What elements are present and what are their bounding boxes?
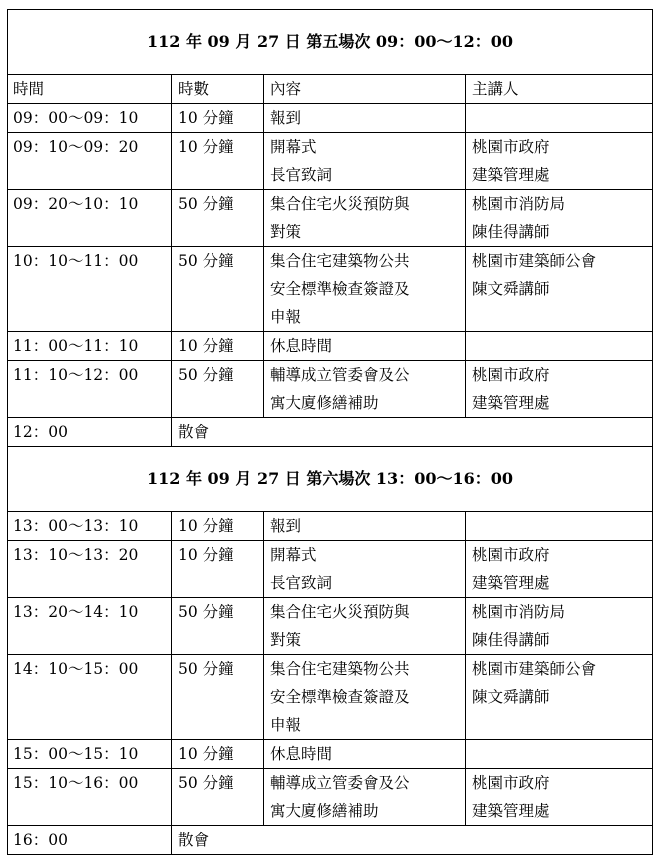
table-row: [8, 740, 653, 769]
speaker-line: 桃園市建築師公會: [472, 252, 597, 270]
content-line: 安全標準檢查簽證及: [270, 280, 410, 298]
speaker-line: 建築管理處: [472, 166, 550, 184]
duration-cell: 10 分鐘: [172, 512, 264, 541]
content-line: 輔導成立管委會及公: [270, 366, 410, 384]
closing-time-cell: 12：00: [8, 418, 172, 447]
speaker-cell: [466, 655, 653, 740]
table-row: [8, 247, 653, 332]
speaker-cell: [466, 769, 653, 826]
table-row: [8, 769, 653, 826]
content-cell: [264, 655, 466, 740]
speaker-cell: [466, 512, 653, 541]
content-cell: [264, 247, 466, 332]
speaker-line: 建築管理處: [472, 802, 550, 820]
content-cell: [264, 740, 466, 769]
content-line: 安全標準檢查簽證及: [270, 688, 410, 706]
speaker-line: 桃園市消防局: [472, 603, 566, 621]
speaker-line: 桃園市政府: [472, 366, 550, 384]
speaker-line: 桃園市消防局: [472, 195, 566, 213]
content-cell: [264, 332, 466, 361]
content-line: 集合住宅火災預防與: [270, 603, 410, 621]
content-line: 報到: [270, 109, 302, 127]
speaker-line: 陳佳得講師: [472, 223, 550, 241]
closing-time-cell: 16：00: [8, 826, 172, 855]
table-header-row: [8, 75, 653, 104]
time-cell: 14：10～15：00: [8, 655, 172, 740]
content-cell: [264, 541, 466, 598]
table-row: [8, 133, 653, 190]
content-line: 寓大廈修繕補助: [270, 394, 379, 412]
speaker-line: 陳佳得講師: [472, 631, 550, 649]
header-duration: 時數: [172, 75, 264, 104]
duration-cell: 50 分鐘: [172, 361, 264, 418]
speaker-line: 陳文舜講師: [472, 280, 550, 298]
time-cell: 09：20～10：10: [8, 190, 172, 247]
duration-cell: 50 分鐘: [172, 190, 264, 247]
closing-label-cell: 散會: [172, 826, 653, 855]
duration-cell: 50 分鐘: [172, 247, 264, 332]
speaker-cell: [466, 104, 653, 133]
content-line: 報到: [270, 517, 302, 535]
table-row: [8, 512, 653, 541]
table-row: [8, 361, 653, 418]
table-row: [8, 598, 653, 655]
header-speaker: 主講人: [466, 75, 653, 104]
speaker-cell: [466, 598, 653, 655]
session-title-row: [8, 447, 653, 512]
speaker-cell: [466, 247, 653, 332]
duration-cell: 50 分鐘: [172, 769, 264, 826]
duration-cell: 10 分鐘: [172, 332, 264, 361]
content-line: 申報: [270, 716, 302, 734]
content-cell: [264, 190, 466, 247]
content-cell: [264, 598, 466, 655]
schedule-table-body: [8, 10, 653, 855]
session-title-row: [8, 10, 653, 75]
content-line: 開幕式: [270, 138, 317, 156]
time-cell: 13：00～13：10: [8, 512, 172, 541]
content-line: 長官致詞: [270, 574, 333, 592]
speaker-cell: [466, 190, 653, 247]
duration-cell: 10 分鐘: [172, 133, 264, 190]
closing-row: [8, 418, 653, 447]
speaker-cell: [466, 133, 653, 190]
table-row: [8, 190, 653, 247]
speaker-line: 建築管理處: [472, 574, 550, 592]
content-cell: [264, 133, 466, 190]
time-cell: 11：00～11：10: [8, 332, 172, 361]
content-line: 集合住宅建築物公共: [270, 660, 410, 678]
time-cell: 11：10～12：00: [8, 361, 172, 418]
speaker-cell: [466, 361, 653, 418]
table-row: [8, 332, 653, 361]
content-line: 對策: [270, 631, 302, 649]
table-row: [8, 655, 653, 740]
time-cell: 15：00～15：10: [8, 740, 172, 769]
time-cell: 09：10～09：20: [8, 133, 172, 190]
closing-label-cell: 散會: [172, 418, 653, 447]
table-row: [8, 541, 653, 598]
duration-cell: 10 分鐘: [172, 541, 264, 598]
content-line: 開幕式: [270, 546, 317, 564]
time-cell: 13：10～13：20: [8, 541, 172, 598]
duration-cell: 10 分鐘: [172, 104, 264, 133]
header-content: 內容: [264, 75, 466, 104]
speaker-line: 建築管理處: [472, 394, 550, 412]
speaker-cell: [466, 332, 653, 361]
closing-row: [8, 826, 653, 855]
time-cell: 10：10～11：00: [8, 247, 172, 332]
session-title: 112 年 09 月 27 日 第六場次 13：00～16：00: [8, 447, 653, 512]
content-cell: [264, 769, 466, 826]
speaker-line: 桃園市政府: [472, 546, 550, 564]
speaker-line: 桃園市政府: [472, 774, 550, 792]
speaker-cell: [466, 541, 653, 598]
duration-cell: 50 分鐘: [172, 598, 264, 655]
speaker-cell: [466, 740, 653, 769]
content-cell: [264, 104, 466, 133]
duration-cell: 10 分鐘: [172, 740, 264, 769]
content-line: 寓大廈修繕補助: [270, 802, 379, 820]
content-cell: [264, 361, 466, 418]
content-line: 休息時間: [270, 337, 333, 355]
content-line: 輔導成立管委會及公: [270, 774, 410, 792]
header-time: 時間: [8, 75, 172, 104]
session-title: 112 年 09 月 27 日 第五場次 09：00～12：00: [8, 10, 653, 75]
content-cell: [264, 512, 466, 541]
content-line: 長官致詞: [270, 166, 333, 184]
time-cell: 09：00～09：10: [8, 104, 172, 133]
table-row: [8, 104, 653, 133]
speaker-line: 陳文舜講師: [472, 688, 550, 706]
content-line: 集合住宅建築物公共: [270, 252, 410, 270]
schedule-document: [7, 9, 652, 855]
speaker-line: 桃園市建築師公會: [472, 660, 597, 678]
content-line: 休息時間: [270, 745, 333, 763]
time-cell: 13：20～14：10: [8, 598, 172, 655]
content-line: 申報: [270, 308, 302, 326]
speaker-line: 桃園市政府: [472, 138, 550, 156]
duration-cell: 50 分鐘: [172, 655, 264, 740]
content-line: 集合住宅火災預防與: [270, 195, 410, 213]
content-line: 對策: [270, 223, 302, 241]
time-cell: 15：10～16：00: [8, 769, 172, 826]
schedule-table: [7, 9, 653, 855]
